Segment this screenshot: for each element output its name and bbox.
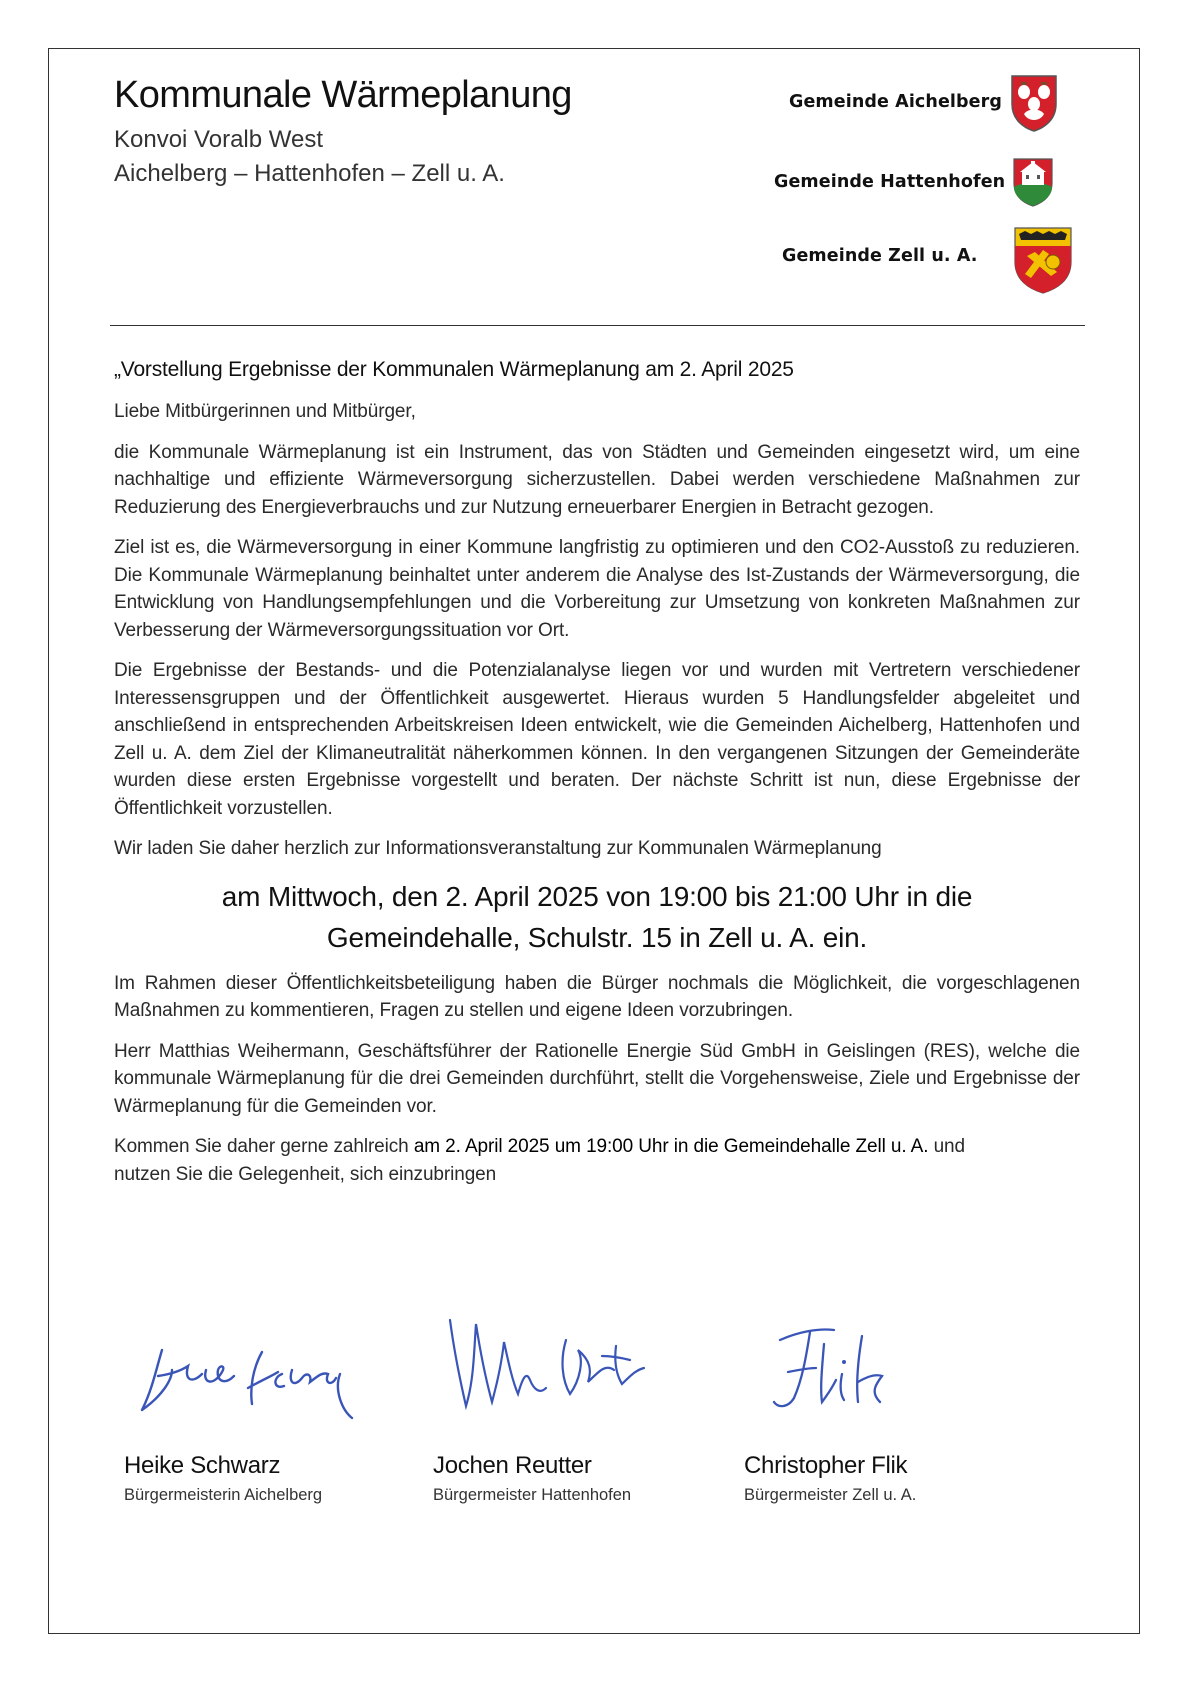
paragraph-invitation: Wir laden Sie daher herzlich zur Informationsveranstaltung zur Kommunalen Wärmeplanung (114, 838, 882, 859)
logo-label-zell: Gemeinde Zell u. A. (782, 246, 978, 266)
signatory-role-schwarz: Bürgermeisterin Aichelberg (124, 1486, 323, 1504)
logo-label-aichelberg: Gemeinde Aichelberg (789, 92, 1002, 112)
aichelberg-crest-icon (1010, 74, 1058, 132)
signature-jochen-reutter (430, 1310, 660, 1420)
letter-body (114, 358, 1080, 1201)
signature-christopher-flik (758, 1318, 898, 1418)
paragraph-goal: Ziel ist es, die Wärmeversorgung in einer Kommune langfristig zu optimieren und den CO2-Ausstoß zu reduzieren. Die Kommunale Wärmeplanung beinhaltet unter anderem die Analyse des Ist-Zustands der Wärmeversorgung, die Entwicklung von Handlungsempfehlungen und die Vorbereitung zur Umsetzung von konkreten Maßnahmen zur Verbesserung der Wärmeversorgungssituation vor Ort. (114, 537, 1080, 641)
signatory-role-reutter: Bürgermeister Hattenhofen (433, 1486, 632, 1504)
signatory-name-reutter: Jochen Reutter (433, 1452, 592, 1479)
logo-label-hattenhofen: Gemeinde Hattenhofen (774, 172, 1006, 192)
event-date-line: am Mittwoch, den 2. April 2025 von 19:00 bis 21:00 Uhr in die (221, 880, 973, 912)
event-location-line: Gemeindehalle, Schulstr. 15 in Zell u. A. ein. (326, 921, 868, 953)
closing-event-info: am 2. April 2025 um 19:00 Uhr in die Gemeindehalle Zell u. A. (413, 1136, 929, 1157)
signatory-role-flik: Bürgermeister Zell u. A. (744, 1486, 917, 1504)
paragraph-intro: die Kommunale Wärmeplanung ist ein Instrument, das von Städten und Gemeinden eingesetzt wird, um eine nachhaltige und effiziente Wärmeversorgung sicherzustellen. Dabei werden verschiedene Maßnahmen zur Reduzierung des Energieverbrauchs und zur Nutzung erneuerbarer Energien in Betracht gezogen. (114, 441, 1080, 518)
document-title: Kommunale Wärmeplanung (114, 74, 572, 116)
paragraph-participation: Im Rahmen dieser Öffentlichkeitsbeteiligung haben die Bürger nochmals die Möglichkeit, die vorgeschlagenen Maßnahmen zu kommentieren, Fragen zu stellen und eigene Ideen vorzubringen. (114, 972, 1080, 1021)
zell-crest-icon (1013, 226, 1073, 294)
paragraph-presenter: Herr Matthias Weihermann, Geschäftsführer der Rationelle Energie Süd GmbH in Geislingen (RES), welche die kommunale Wärmeplanung für die drei Gemeinden durchführt, stellt die Vorgehensweise, Ziele und Ergebnisse der Wärmeplanung für die Gemeinden vor. (114, 1040, 1080, 1117)
signature-heike-schwarz (122, 1330, 382, 1430)
salutation: Liebe Mitbürgerinnen und Mitbürger, (114, 401, 416, 422)
header-divider (110, 325, 1085, 326)
signatory-name-flik: Christopher Flik (744, 1452, 908, 1479)
signatory-name-schwarz: Heike Schwarz (124, 1452, 281, 1479)
closing-paragraph (114, 1133, 984, 1188)
hattenhofen-crest-icon (1012, 157, 1054, 207)
municipalities-line: Aichelberg – Hattenhofen – Zell u. A. (114, 160, 505, 187)
letter-heading: „Vorstellung Ergebnisse der Kommunalen Wärmeplanung am 2. April 2025 (114, 358, 794, 381)
paragraph-results: Die Ergebnisse der Bestands- und die Potenzialanalyse liegen vor und wurden mit Vertretern verschiedener Interessensgruppen und der Öffentlichkeit ausgewertet. Hieraus wurden 5 Handlungsfelder abgeleitet und anschließend in entsprechenden Arbeitskreisen Ideen entwickelt, wie die Gemeinden Aichelberg, Hattenhofen und Zell u. A. dem Ziel der Klimaneutralität näherkommen können. In den vergangenen Sitzungen der Gemeinderäte wurden diese ersten Ergebnisse vorgestellt und beraten. Der nächste Schritt ist nun, diese Ergebnisse der Öffentlichkeit vorzustellen. (114, 660, 1080, 819)
closing-text-pre: Kommen Sie daher gerne zahlreich (114, 1136, 414, 1157)
event-announcement (114, 876, 1080, 958)
document-subtitle: Konvoi Voralb West (114, 126, 324, 153)
closing-text-post: und nutzen Sie die Gelegenheit, sich einzubringen (114, 1136, 965, 1185)
